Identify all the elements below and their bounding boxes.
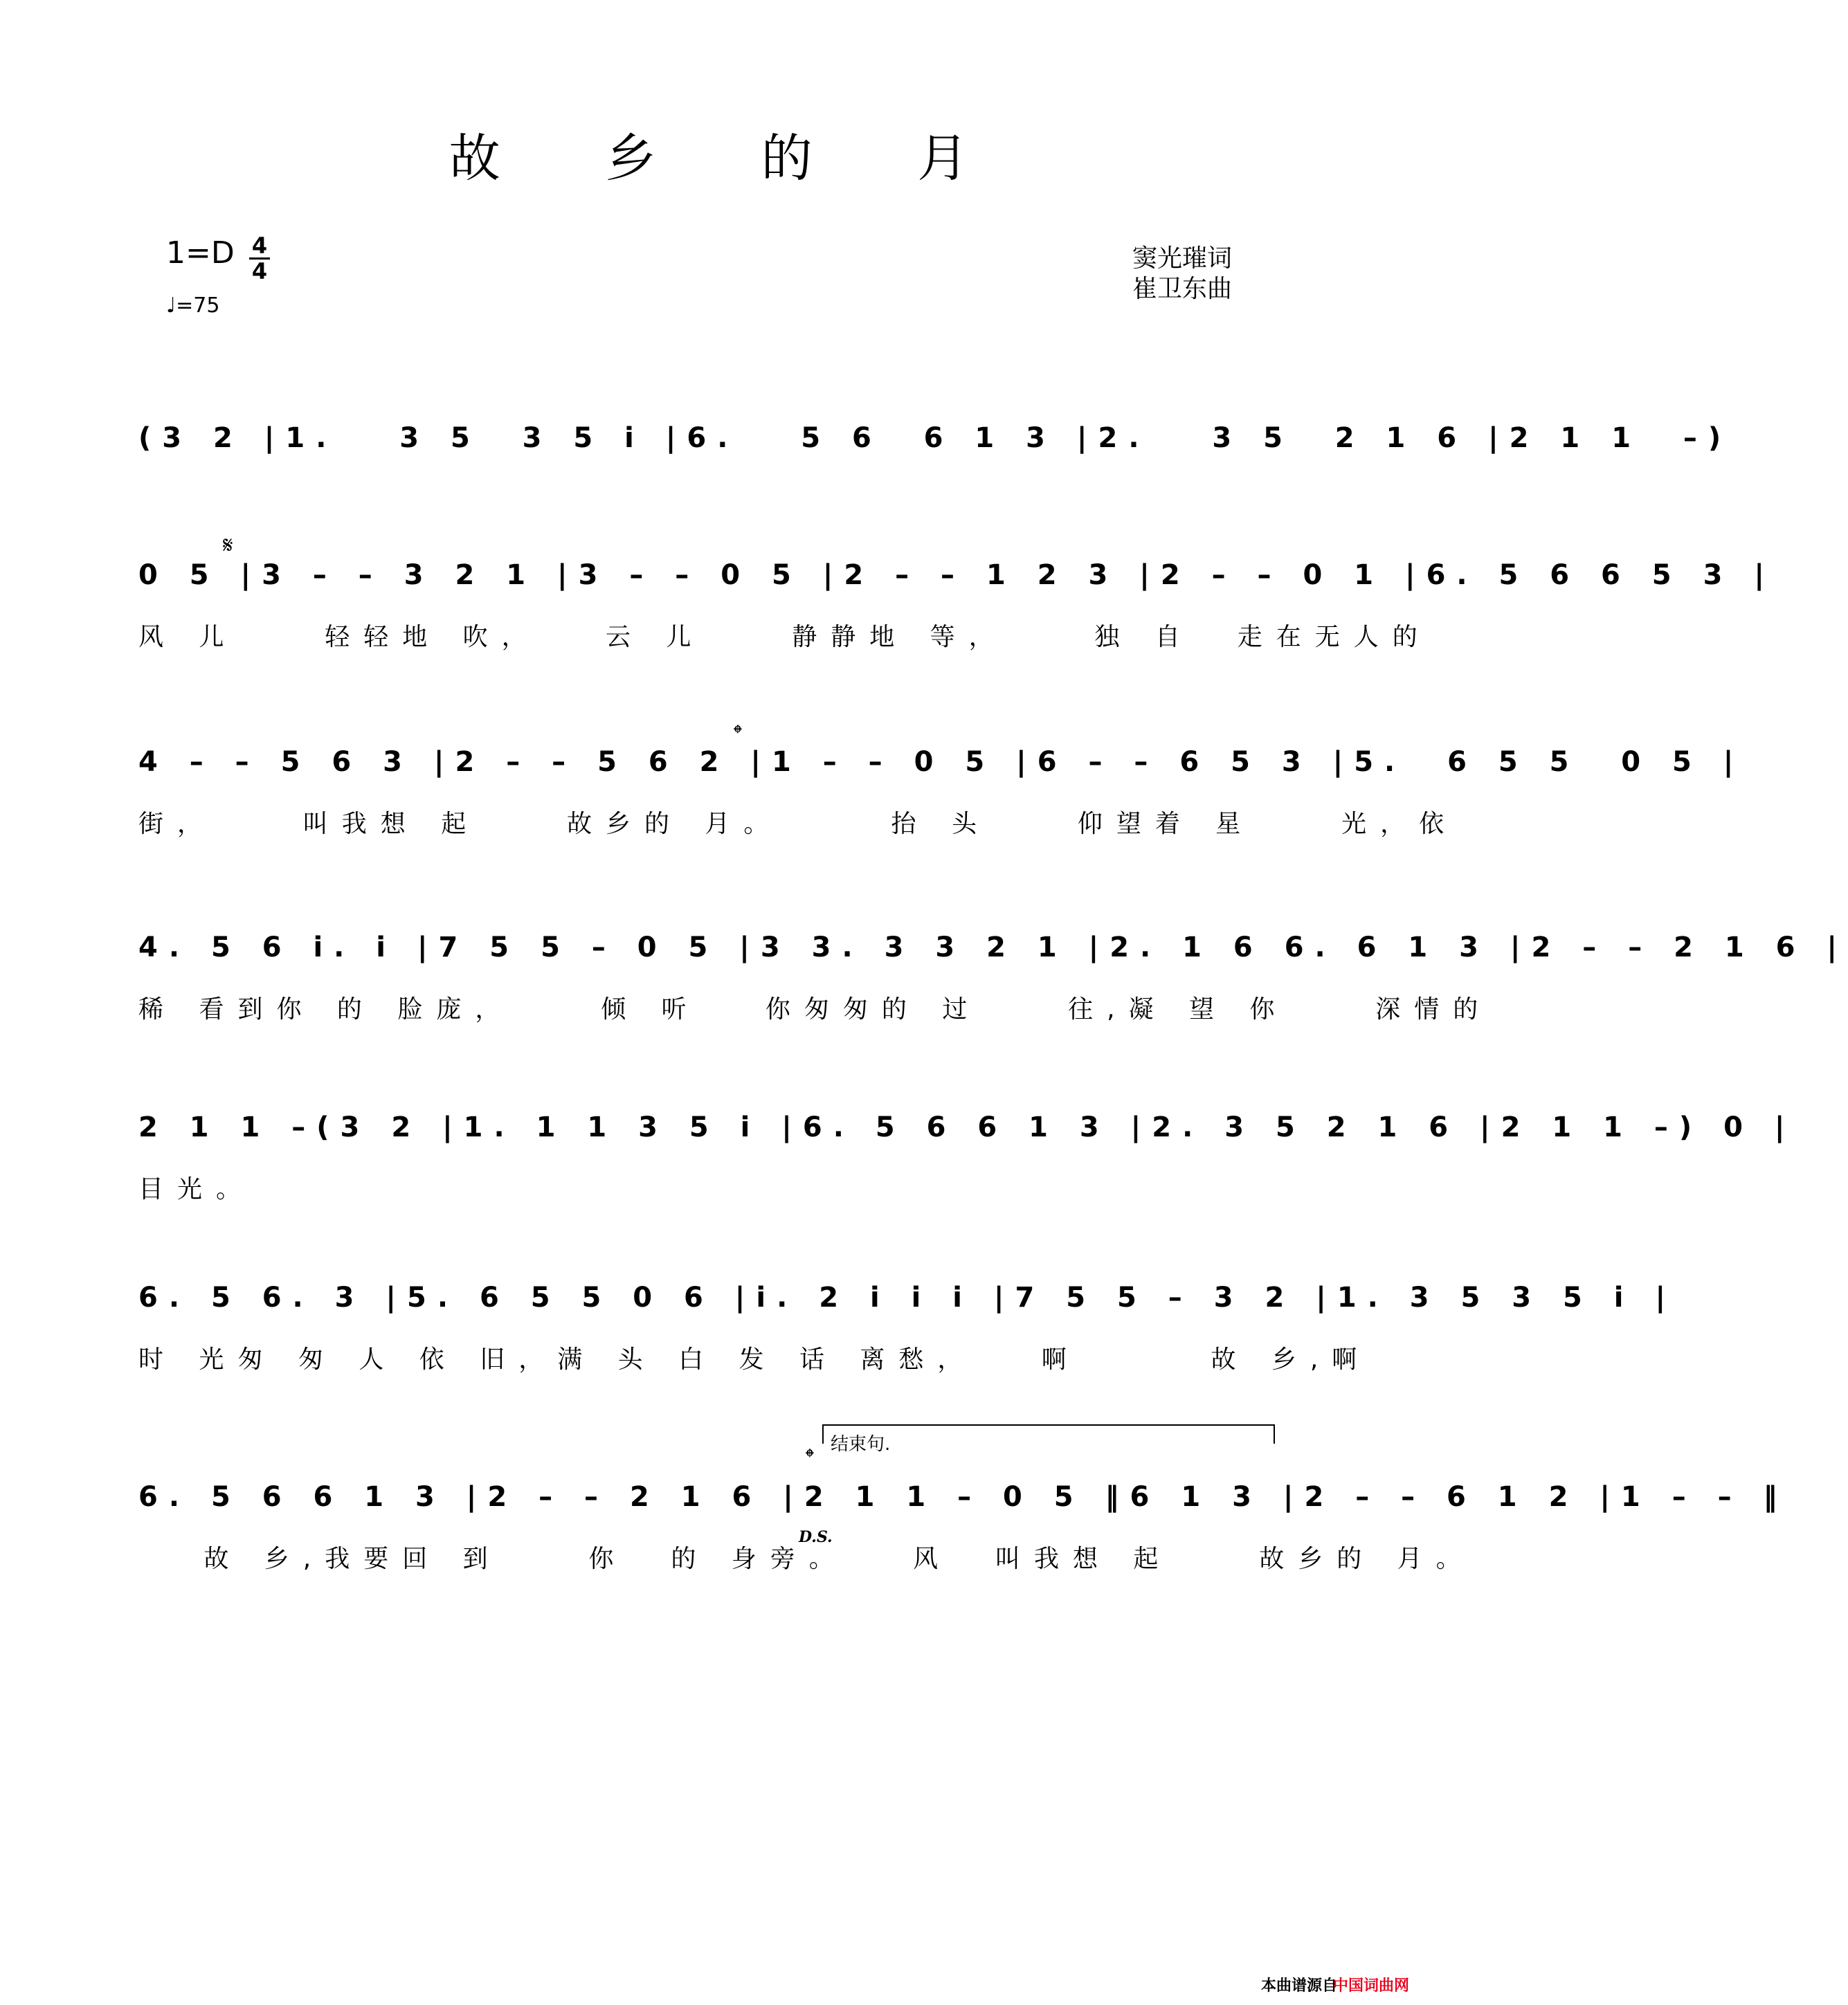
final-ending-bracket: [822, 1424, 1275, 1455]
time-signature: [249, 234, 270, 283]
segno-sign: 𝄋: [223, 532, 233, 559]
coda-sign-2: 𝄌: [806, 1444, 814, 1471]
notation-line-5: 2 1 1 –(3 2 |1. 1 1 3 5 i |6. 5 6 6 1 3 |2. 3 5 2 1 6 |2 1 1 –) 0 |: [138, 1112, 1796, 1143]
tempo-marking: ♩=75: [166, 293, 220, 318]
notation-line-4: 4. 5 6 i. i |7 5 5 – 0 5 |3 3. 3 3 2 1 |2. 1 6 6. 6 1 3 |2 – – 2 1 6 |: [138, 932, 1848, 963]
song-title: 故 乡 的 月: [449, 129, 1013, 188]
notation-line-6: 6. 5 6. 3 |5. 6 5 5 0 6 |i. 2 i i i |7 5 5 – 3 2 |1. 3 5 3 5 i |: [138, 1282, 1677, 1314]
lyrics-line-2: 风 儿 轻轻地 吹， 云 儿 静静地 等， 独 自 走在无人的: [138, 623, 1431, 651]
lyrics-line-6: 时 光匆 匆 人 依 旧，满 头 白 发 话 离愁， 啊 故 乡,啊: [138, 1345, 1371, 1374]
lyrics-line-7: 故 乡,我要回 到 你 的 身旁。 风 叫我想 起 故乡的 月。: [138, 1545, 1475, 1573]
composer-credit: 崔卫东曲: [1132, 275, 1233, 303]
notation-line-7: 6. 5 6 6 1 3 |2 – – 2 1 6 |2 1 1 – 0 5 ‖6 1 3 |2 – – 6 1 2 |1 – – ‖: [138, 1481, 1788, 1513]
key-signature: 1=D: [166, 235, 235, 271]
footer-source-label: 本曲谱源自: [1260, 1977, 1337, 1995]
ds-marking: D.S.: [799, 1528, 833, 1546]
notation-line-2: 0 5 |3 – – 3 2 1 |3 – – 0 5 |2 – – 1 2 3 |2 – – 0 1 |6. 5 6 6 5 3 |: [138, 559, 1775, 591]
notation-line-1: (3 2 |1. 3 5 3 5 i |6. 5 6 6 1 3 |2. 3 5 2 1 6 |2 1 1 –): [138, 422, 1732, 454]
lyrics-line-4: 稀 看到你 的 脸庞， 倾 听 你匆匆的 过 往,凝 望 你 深情的: [138, 995, 1492, 1024]
time-signature-top: 4: [251, 233, 268, 259]
ending-label: 结束句.: [831, 1434, 891, 1455]
lyrics-line-3: 街， 叫我想 起 故乡的 月。 抬 头 仰望着 星 光，依: [138, 810, 1458, 838]
lyrics-line-5: 目光。: [138, 1175, 255, 1204]
notation-line-3: 4 – – 5 6 3 |2 – – 5 6 2 |1 – – 0 5 |6 – – 6 5 3 |5. 6 5 5 0 5 |: [138, 746, 1745, 778]
lyricist-credit: 窦光璀词: [1132, 244, 1233, 273]
footer-site-link[interactable]: 中国词曲网: [1332, 1977, 1409, 1995]
credits: [1132, 244, 1232, 305]
time-signature-bottom: 4: [249, 257, 270, 283]
coda-sign-1: 𝄌: [734, 720, 742, 747]
